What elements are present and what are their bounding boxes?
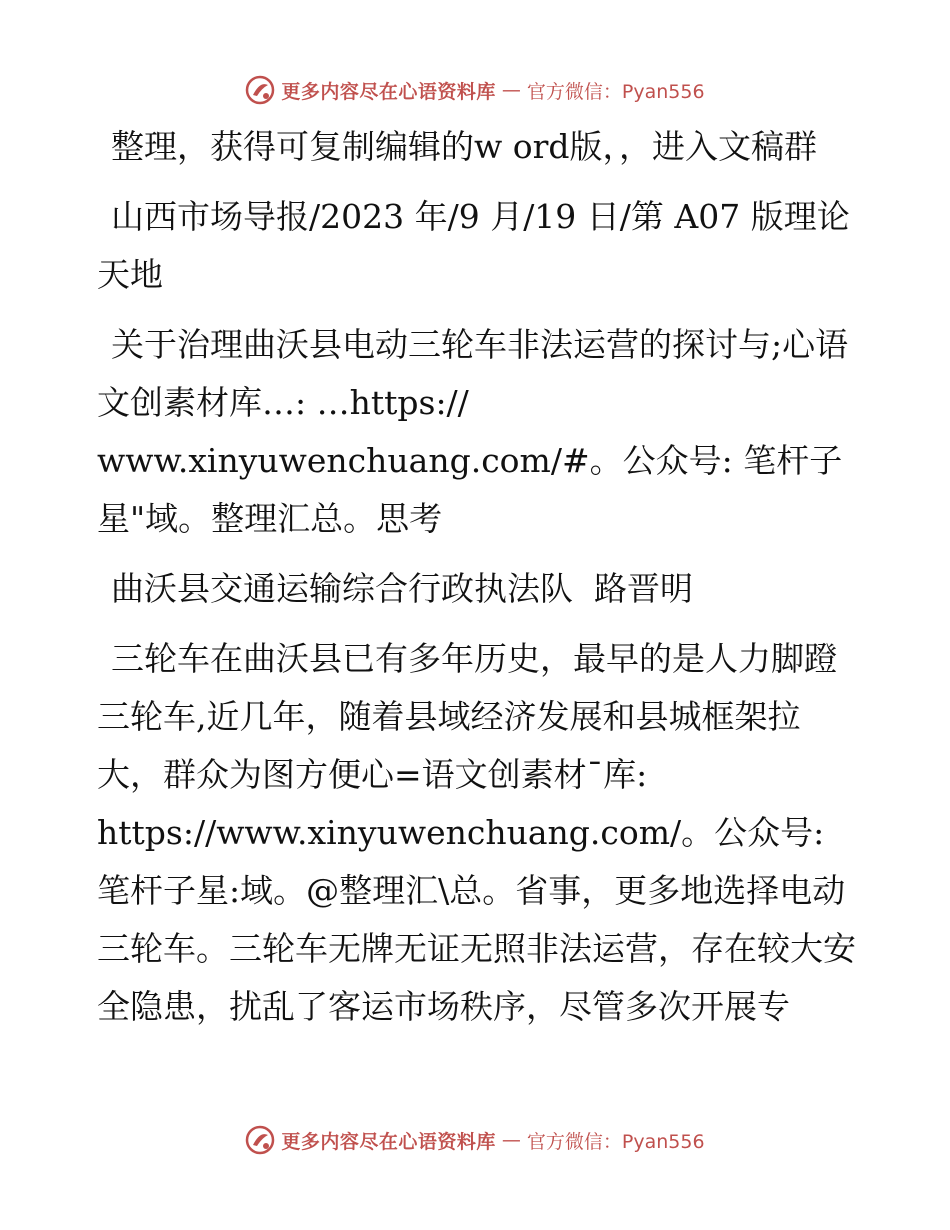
paragraph-author: 曲沃县交通运输综合行政执法队 路晋明 — [111, 569, 693, 608]
footer-contact: 官方微信：Pyan556 — [526, 1130, 705, 1153]
paragraph-source: 山西市场导报/2023 年/9 月/19 日/第 A07 版理论天地 — [97, 197, 850, 294]
header-banner — [0, 72, 950, 108]
header-banner-text: 更多内容尽在心语资料库 — [281, 80, 496, 103]
footer-banner-text: 更多内容尽在心语资料库 — [281, 1130, 496, 1153]
document-body — [97, 118, 857, 1036]
header-banner-dash: — — [501, 79, 521, 101]
footer-banner-dash: — — [501, 1129, 521, 1151]
paragraph-body: 三轮车在曲沃县已有多年历史，最早的是人力脚蹬三轮车,近几年，随着县域经济发展和县城框架拉大，群众为图方便心=语文创素材¯库: https://www.xinyuwenchuang.com/。公众号: 笔杆子星:域。@整理汇\总。省事，更多地选择电动三轮车。三轮车无牌无证无照非法运营，存在较大安全隐患，扰乱了客运市场秩序，尽管多次开展专 — [97, 639, 856, 1026]
brand-logo-icon — [245, 1125, 275, 1155]
paragraph-intro: 整理，获得可复制编辑的w ord版，，进入文稿群 — [111, 127, 818, 166]
header-contact: 官方微信：Pyan556 — [526, 80, 705, 103]
brand-logo-icon — [245, 75, 275, 105]
footer-banner — [0, 1122, 950, 1158]
paragraph-title: 关于治理曲沃县电动三轮车非法运营的探讨与;心语文创素材库…: …https:// www.xinyuwenchuang.com/#。公众号: 笔杆子星"域。整理汇总。思考 — [97, 325, 849, 538]
